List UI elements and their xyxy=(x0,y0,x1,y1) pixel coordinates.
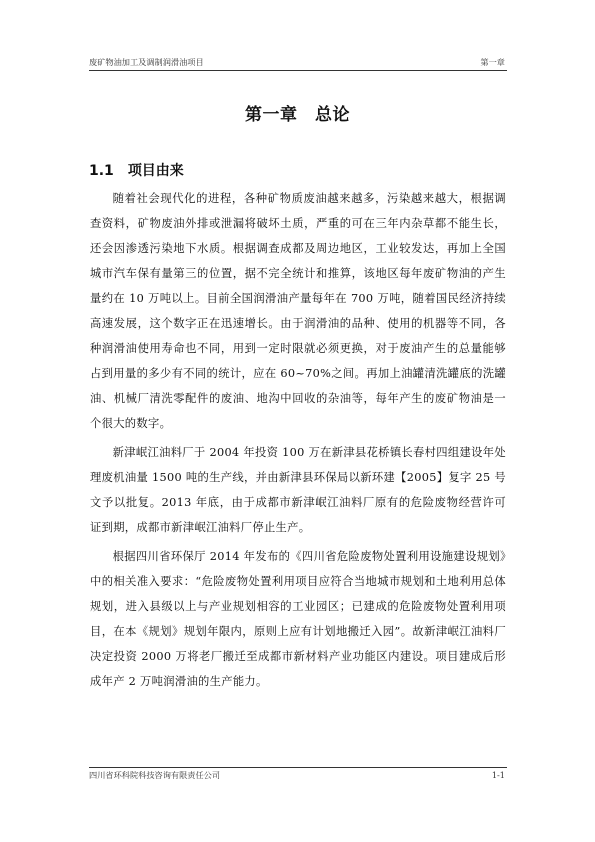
header-divider xyxy=(89,70,507,71)
footer-organization: 四川省环科院科技咨询有限责任公司 xyxy=(89,770,221,780)
paragraph: 随着社会现代化的进程，各种矿物质废油越来越多，污染越来越大，根据调查资料，矿物废油外排或泄漏将破坏土质，严重的可在三年内杂草都不能生长，还会因渗透污染地下水质。根据调查成都及周边地区，工业较发达，再加上全国城市汽车保有量第三的位置，据不完全统计和推算，该地区每年废矿物油的产生量约在 10 万吨以上。目前全国润滑油产量每年在 700 万吨，随着国民经济持续高速发展，这个数字正在迅速增长。由于润滑油的品种、使用的机器等不同，各种润滑油使用寿命也不同，用到一定时限就必须更换，对于废油产生的总量能够占到用量的多少有不同的统计，应在 60~70%之间。再加上油罐清洗罐底的洗罐油、机械厂清洗零配件的废油、地沟中回收的杂油等，每年产生的废矿物油是一个很大的数字。 xyxy=(90,192,506,430)
paragraph: 根据四川省环保厅 2014 年发布的《四川省危险废物处置利用设施建设规划》中的相关准入要求：“危险废物处置利用项目应符合当地城市规划和土地利用总体规划，进入县级以上与产业规划相容的工业园区；已建成的危险废物处置利用项目，在本《规划》规划年限内，原则上应有计划地搬迁入园”。故新津岷江油料厂决定投资 2000 万将老厂搬迁至成都市新材料产业功能区内建设。项目建成后形成年产 2 万吨润滑油的生产能力。 xyxy=(90,550,506,688)
body-text xyxy=(90,186,506,698)
chapter-title: 第一章 总论 xyxy=(245,105,350,125)
page-footer xyxy=(89,770,507,782)
page-header xyxy=(89,57,507,69)
section-title: 项目由来 xyxy=(127,163,184,179)
header-project-name: 废矿物油加工及调制润滑油项目 xyxy=(89,57,204,67)
header-chapter: 第一章 xyxy=(480,57,505,67)
footer-divider xyxy=(89,767,507,768)
paragraph: 新津岷江油料厂于 2004 年投资 100 万在新津县花桥镇长春村四组建设年处理废机油量 1500 吨的生产线，并由新津县环保局以新环建【2005】复字 25 号文予以批复。2013 年底，由于成都市新津岷江油料厂原有的危险废物经营许可证到期，成都市新津岷江油料厂停止生产。 xyxy=(90,446,506,534)
section-number: 1.1 xyxy=(89,163,114,179)
section-heading xyxy=(89,160,184,180)
page-number: 1-1 xyxy=(491,770,505,780)
